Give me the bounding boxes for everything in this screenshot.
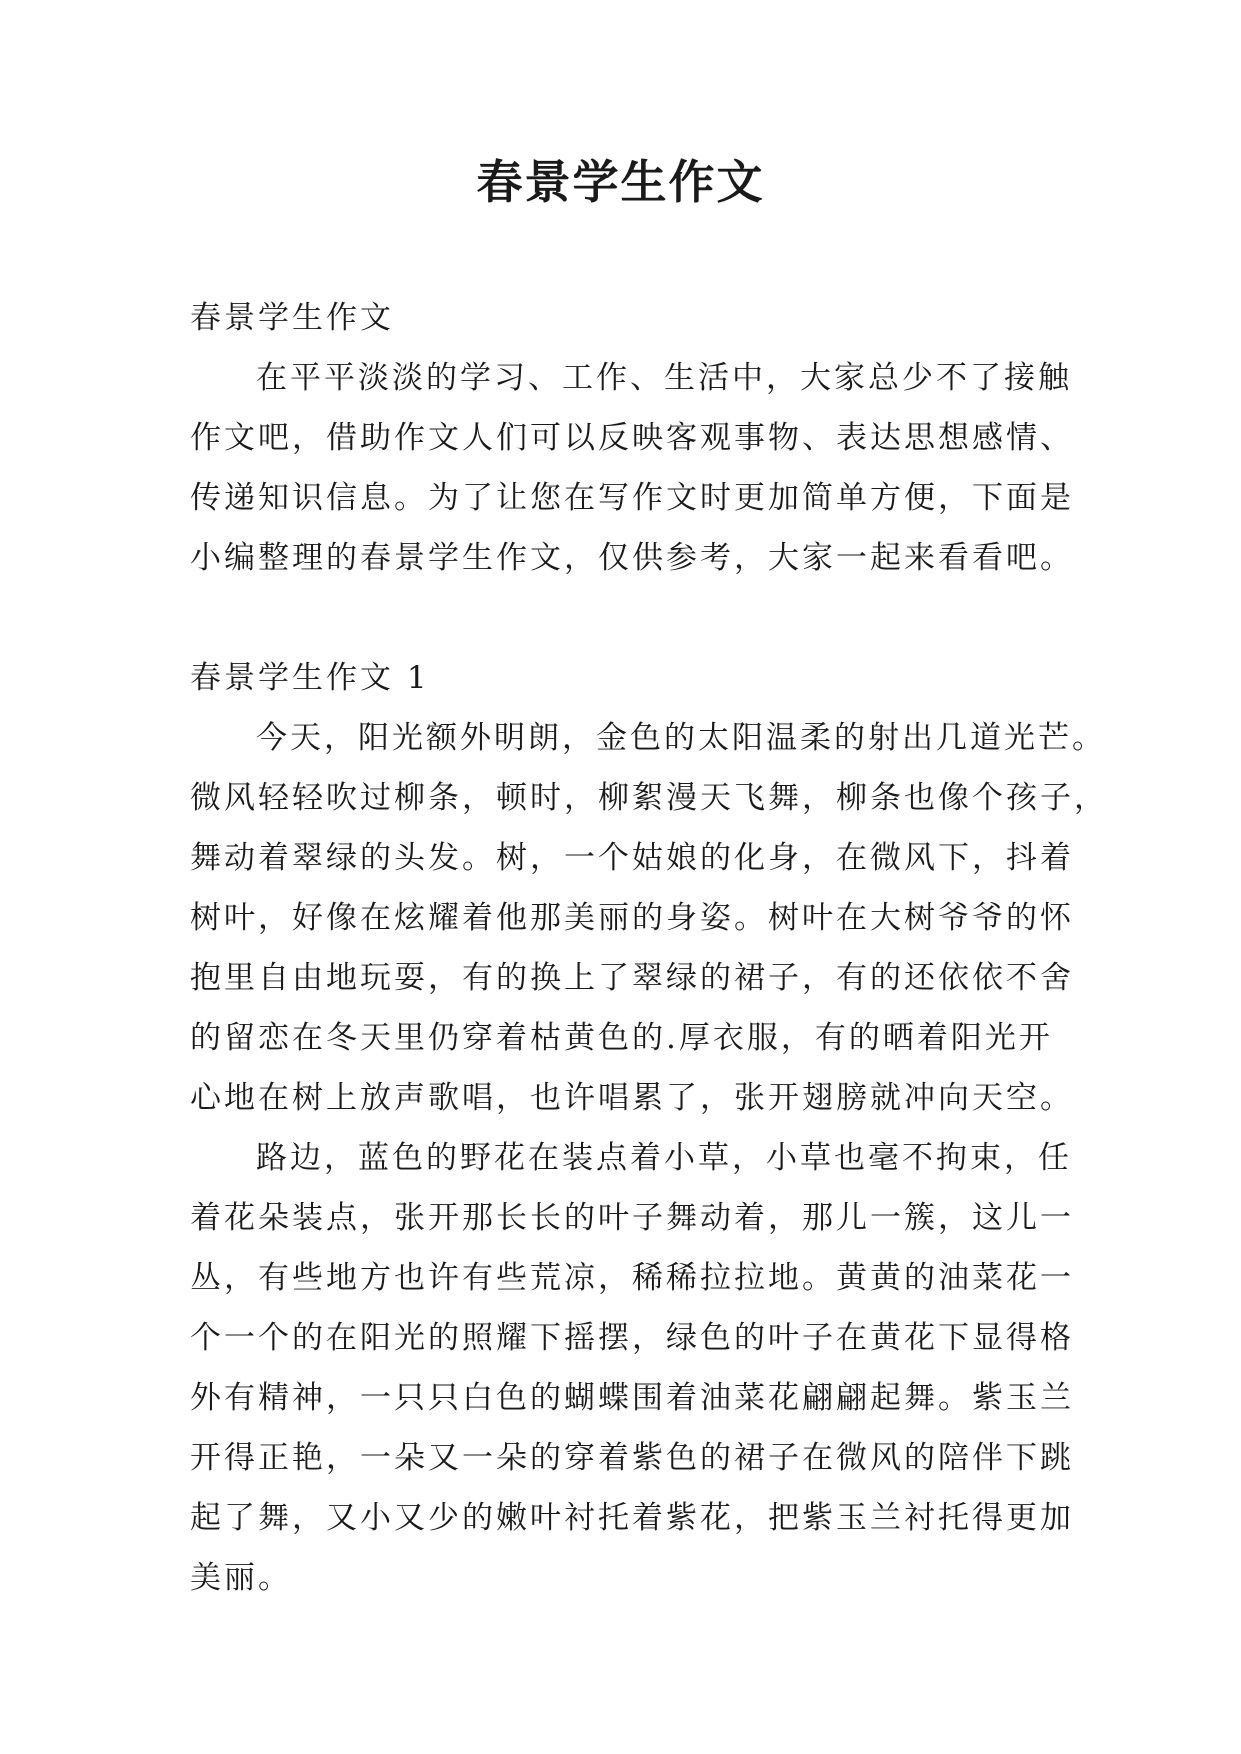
paragraph-2	[190, 1128, 1074, 1608]
paragraph-line: 丛，有些地方也许有些荒凉，稀稀拉拉地。黄黄的油菜花一	[190, 1260, 1074, 1296]
paragraph-line: 今天，阳光额外明朗，金色的太阳温柔的射出几道光芒。	[256, 720, 1106, 756]
paragraph-line: 微风轻轻吹过柳条，顿时，柳絮漫天飞舞，柳条也像个孩子，	[190, 780, 1108, 816]
paragraph-spacer	[190, 588, 1070, 648]
paragraph-line: 美丽。	[190, 1560, 292, 1596]
paragraph-line: 外有精神，一只只白色的蝴蝶围着油菜花翩翩起舞。紫玉兰	[190, 1380, 1074, 1416]
document-body	[190, 288, 1108, 1608]
paragraph-line: 在平平淡淡的学习、工作、生活中，大家总少不了接触	[256, 360, 1072, 396]
subheading: 春景学生作文	[190, 300, 394, 336]
paragraph-1	[190, 708, 1108, 1128]
intro-paragraph	[190, 348, 1074, 588]
paragraph-line: 心地在树上放声歌唱，也许唱累了，张开翅膀就冲向天空。	[190, 1080, 1074, 1116]
paragraph-line: 小编整理的春景学生作文，仅供参考，大家一起来看看吧。	[190, 540, 1074, 576]
paragraph-line: 抱里自由地玩耍，有的换上了翠绿的裙子，有的还依依不舍	[190, 960, 1074, 996]
paragraph-line: 开得正艳，一朵又一朵的穿着紫色的裙子在微风的陪伴下跳	[190, 1440, 1074, 1476]
paragraph-line: 舞动着翠绿的头发。树，一个姑娘的化身，在微风下，抖着	[190, 840, 1074, 876]
document-title: 春景学生作文	[476, 155, 765, 209]
paragraph-line: 树叶，好像在炫耀着他那美丽的身姿。树叶在大树爷爷的怀	[190, 900, 1074, 936]
paragraph-line: 个一个的在阳光的照耀下摇摆，绿色的叶子在黄花下显得格	[190, 1320, 1074, 1356]
section-heading: 春景学生作文 1	[190, 660, 430, 696]
paragraph-line: 作文吧，借助作文人们可以反映客观事物、表达思想感情、	[190, 420, 1074, 456]
paragraph-line: 传递知识信息。为了让您在写作文时更加简单方便，下面是	[190, 480, 1074, 516]
paragraph-line: 起了舞，又小又少的嫩叶衬托着紫花，把紫玉兰衬托得更加	[190, 1500, 1074, 1536]
paragraph-line: 路边，蓝色的野花在装点着小草，小草也毫不拘束，任	[256, 1140, 1072, 1176]
paragraph-line: 的留恋在冬天里仍穿着枯黄色的.厚衣服，有的晒着阳光开	[190, 1020, 1053, 1056]
paragraph-line: 着花朵装点，张开那长长的叶子舞动着，那儿一簇，这儿一	[190, 1200, 1074, 1236]
